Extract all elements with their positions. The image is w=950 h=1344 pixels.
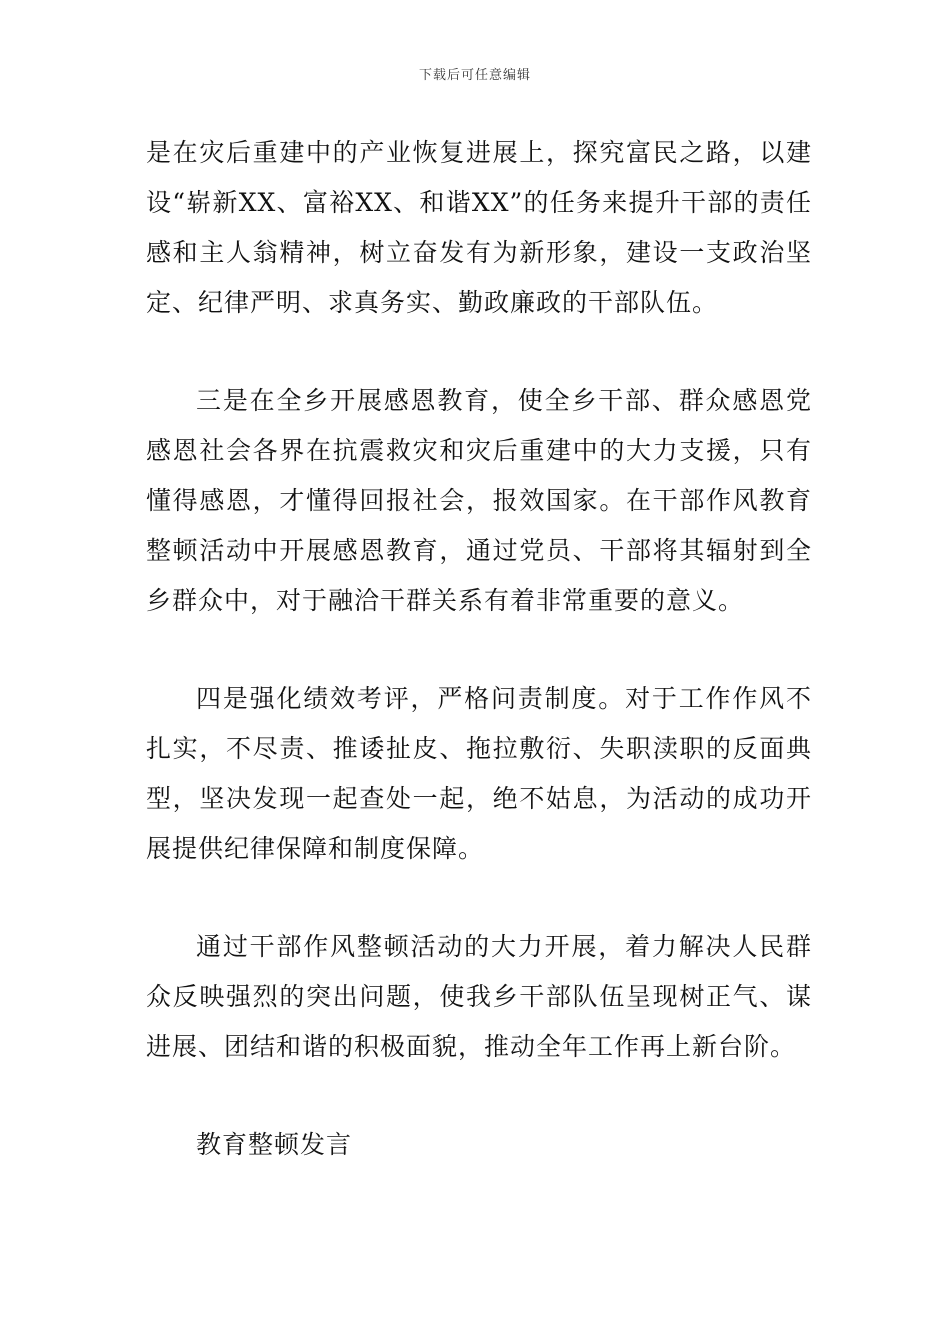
paragraph-point-four: 四是强化绩效考评，严格问责制度。对于工作作风不扎实，不尽责、推诿扯皮、拖拉敷衍、失职渎职的反面典型，坚决发现一起查处一起，绝不姑息，为活动的成功开展提供纪律保障和制度保障。 xyxy=(146,684,812,863)
document-body xyxy=(146,128,812,1170)
page-header-note: 下载后可任意编辑 xyxy=(418,68,531,83)
paragraph-continuation: 是在灾后重建中的产业恢复进展上，探究富民之路，以建设“崭新XX、富裕XX、和谐XX”的任务来提升干部的责任感和主人翁精神，树立奋发有为新形象，建设一支政治坚定、纪律严明、求真务实、勤政廉政的干部队伍。 xyxy=(146,138,812,317)
section-heading: 教育整顿发言 xyxy=(196,1130,353,1159)
paragraph-conclusion: 通过干部作风整顿活动的大力开展，着力解决人民群众反映强烈的突出问题，使我乡干部队伍呈现树正气、谋进展、团结和谐的积极面貌，推动全年工作再上新台阶。 xyxy=(146,932,812,1061)
paragraph-point-three: 三是在全乡开展感恩教育，使全乡干部、群众感恩党感恩社会各界在抗震救灾和灾后重建中的大力支援，只有懂得感恩，才懂得回报社会，报效国家。在干部作风教育整顿活动中开展感恩教育，通过党员、干部将其辐射到全乡群众中，对于融洽干群关系有着非常重要的意义。 xyxy=(146,386,812,615)
